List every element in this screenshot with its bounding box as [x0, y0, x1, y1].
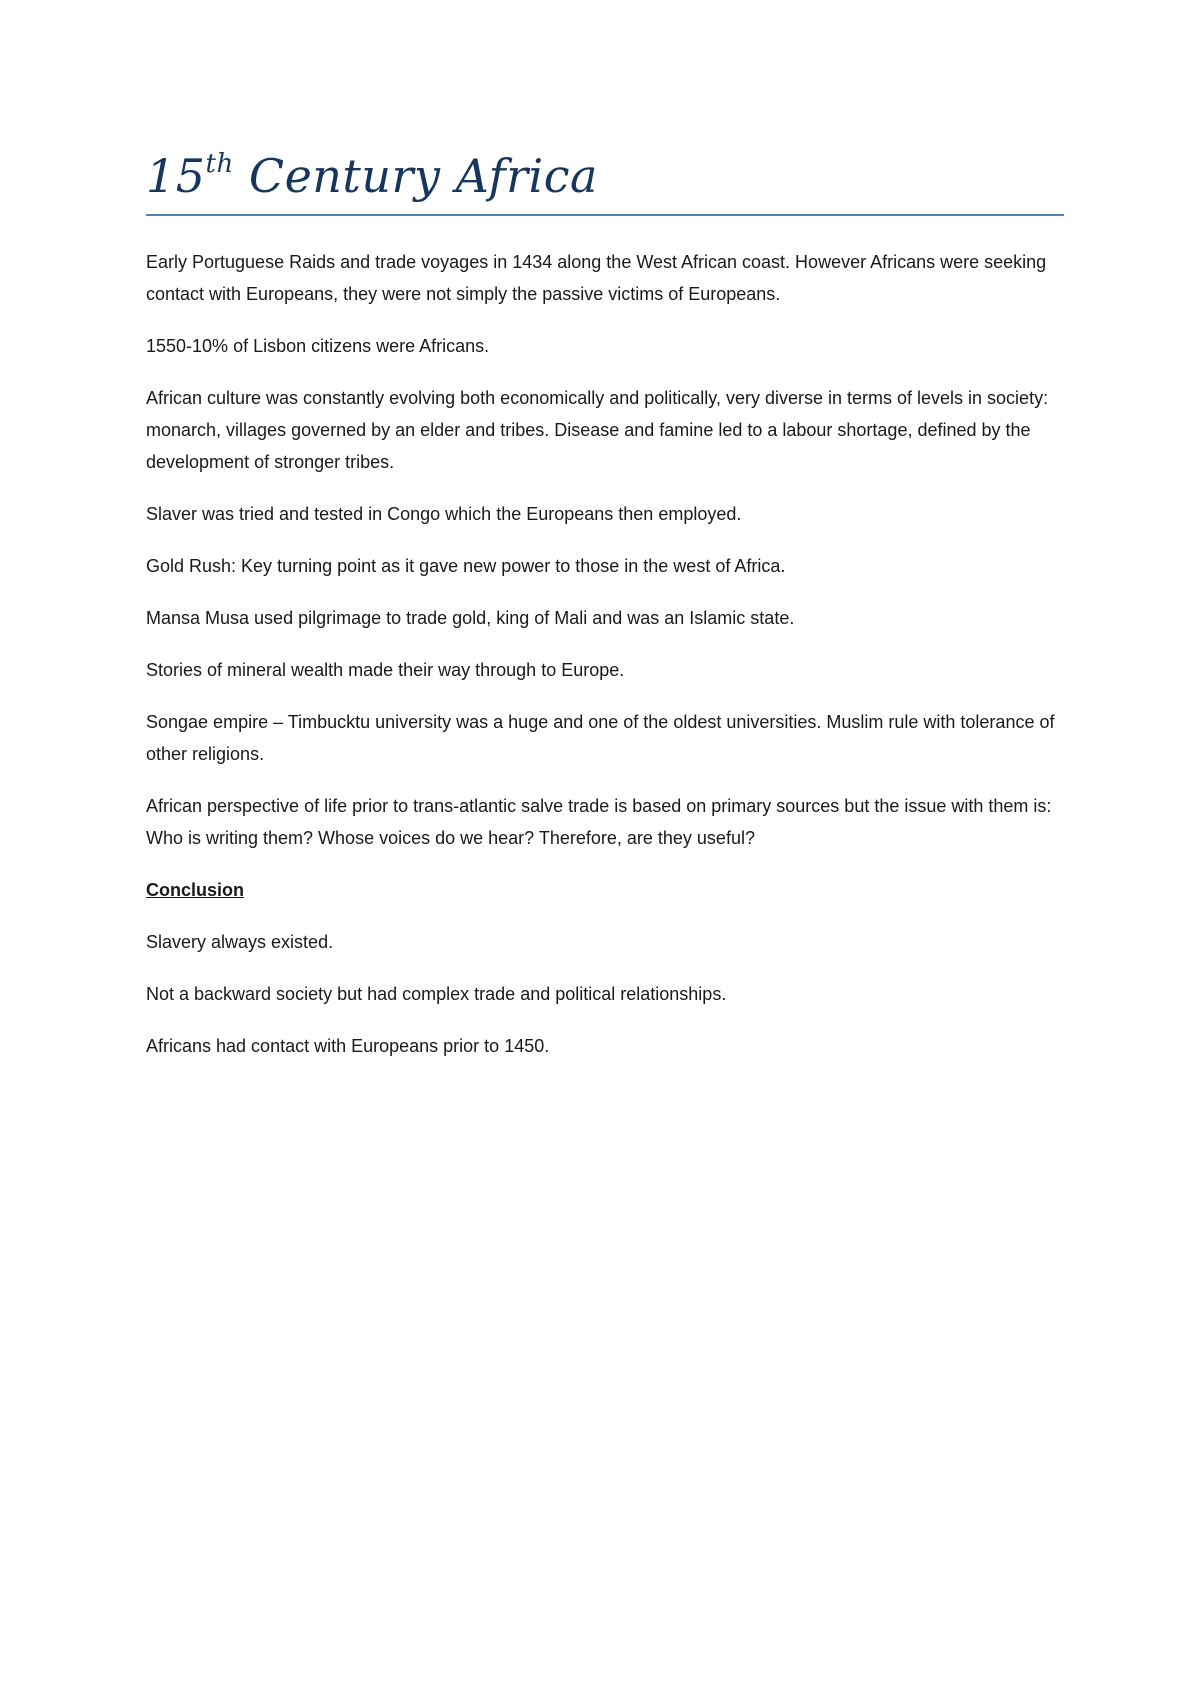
paragraph: Stories of mineral wealth made their way through to Europe. [146, 660, 625, 680]
conclusion-heading: Conclusion [146, 880, 244, 900]
title-superscript: th [205, 149, 234, 179]
conclusion-paragraph: Africans had contact with Europeans prior to 1450. [146, 1036, 550, 1056]
document-body [146, 148, 1064, 1082]
title-block [146, 148, 1064, 216]
paragraph: African culture was constantly evolving both economically and politically, very diverse in terms of levels in society: monarch, villages governed by an elder and tribes. Disease and famine led to a labour shortage, defined by the development of stronger tribes. [146, 388, 1049, 472]
paragraph: 1550-10% of Lisbon citizens were Africans. [146, 336, 490, 356]
paragraph: Early Portuguese Raids and trade voyages in 1434 along the West African coast. However Africans were seeking contact with Europeans, they were not simply the passive victims of Europeans. [146, 252, 1047, 304]
conclusion-paragraph: Not a backward society but had complex trade and political relationships. [146, 984, 727, 1004]
paragraph: Mansa Musa used pilgrimage to trade gold, king of Mali and was an Islamic state. [146, 608, 795, 628]
conclusion-paragraph: Slavery always existed. [146, 932, 334, 952]
paragraph: Songae empire – Timbucktu university was a huge and one of the oldest universities. Muslim rule with tolerance of other religions. [146, 712, 1055, 764]
title-text: Century Africa [233, 149, 598, 203]
paragraph: Gold Rush: Key turning point as it gave new power to those in the west of Africa. [146, 556, 786, 576]
paragraph: Slaver was tried and tested in Congo which the Europeans then employed. [146, 504, 742, 524]
paragraph: African perspective of life prior to trans-atlantic salve trade is based on primary sources but the issue with them is: Who is writing them? Whose voices do we hear? Therefore, are they useful? [146, 796, 1052, 848]
page-title [146, 148, 1064, 204]
title-number: 15 [146, 149, 206, 203]
